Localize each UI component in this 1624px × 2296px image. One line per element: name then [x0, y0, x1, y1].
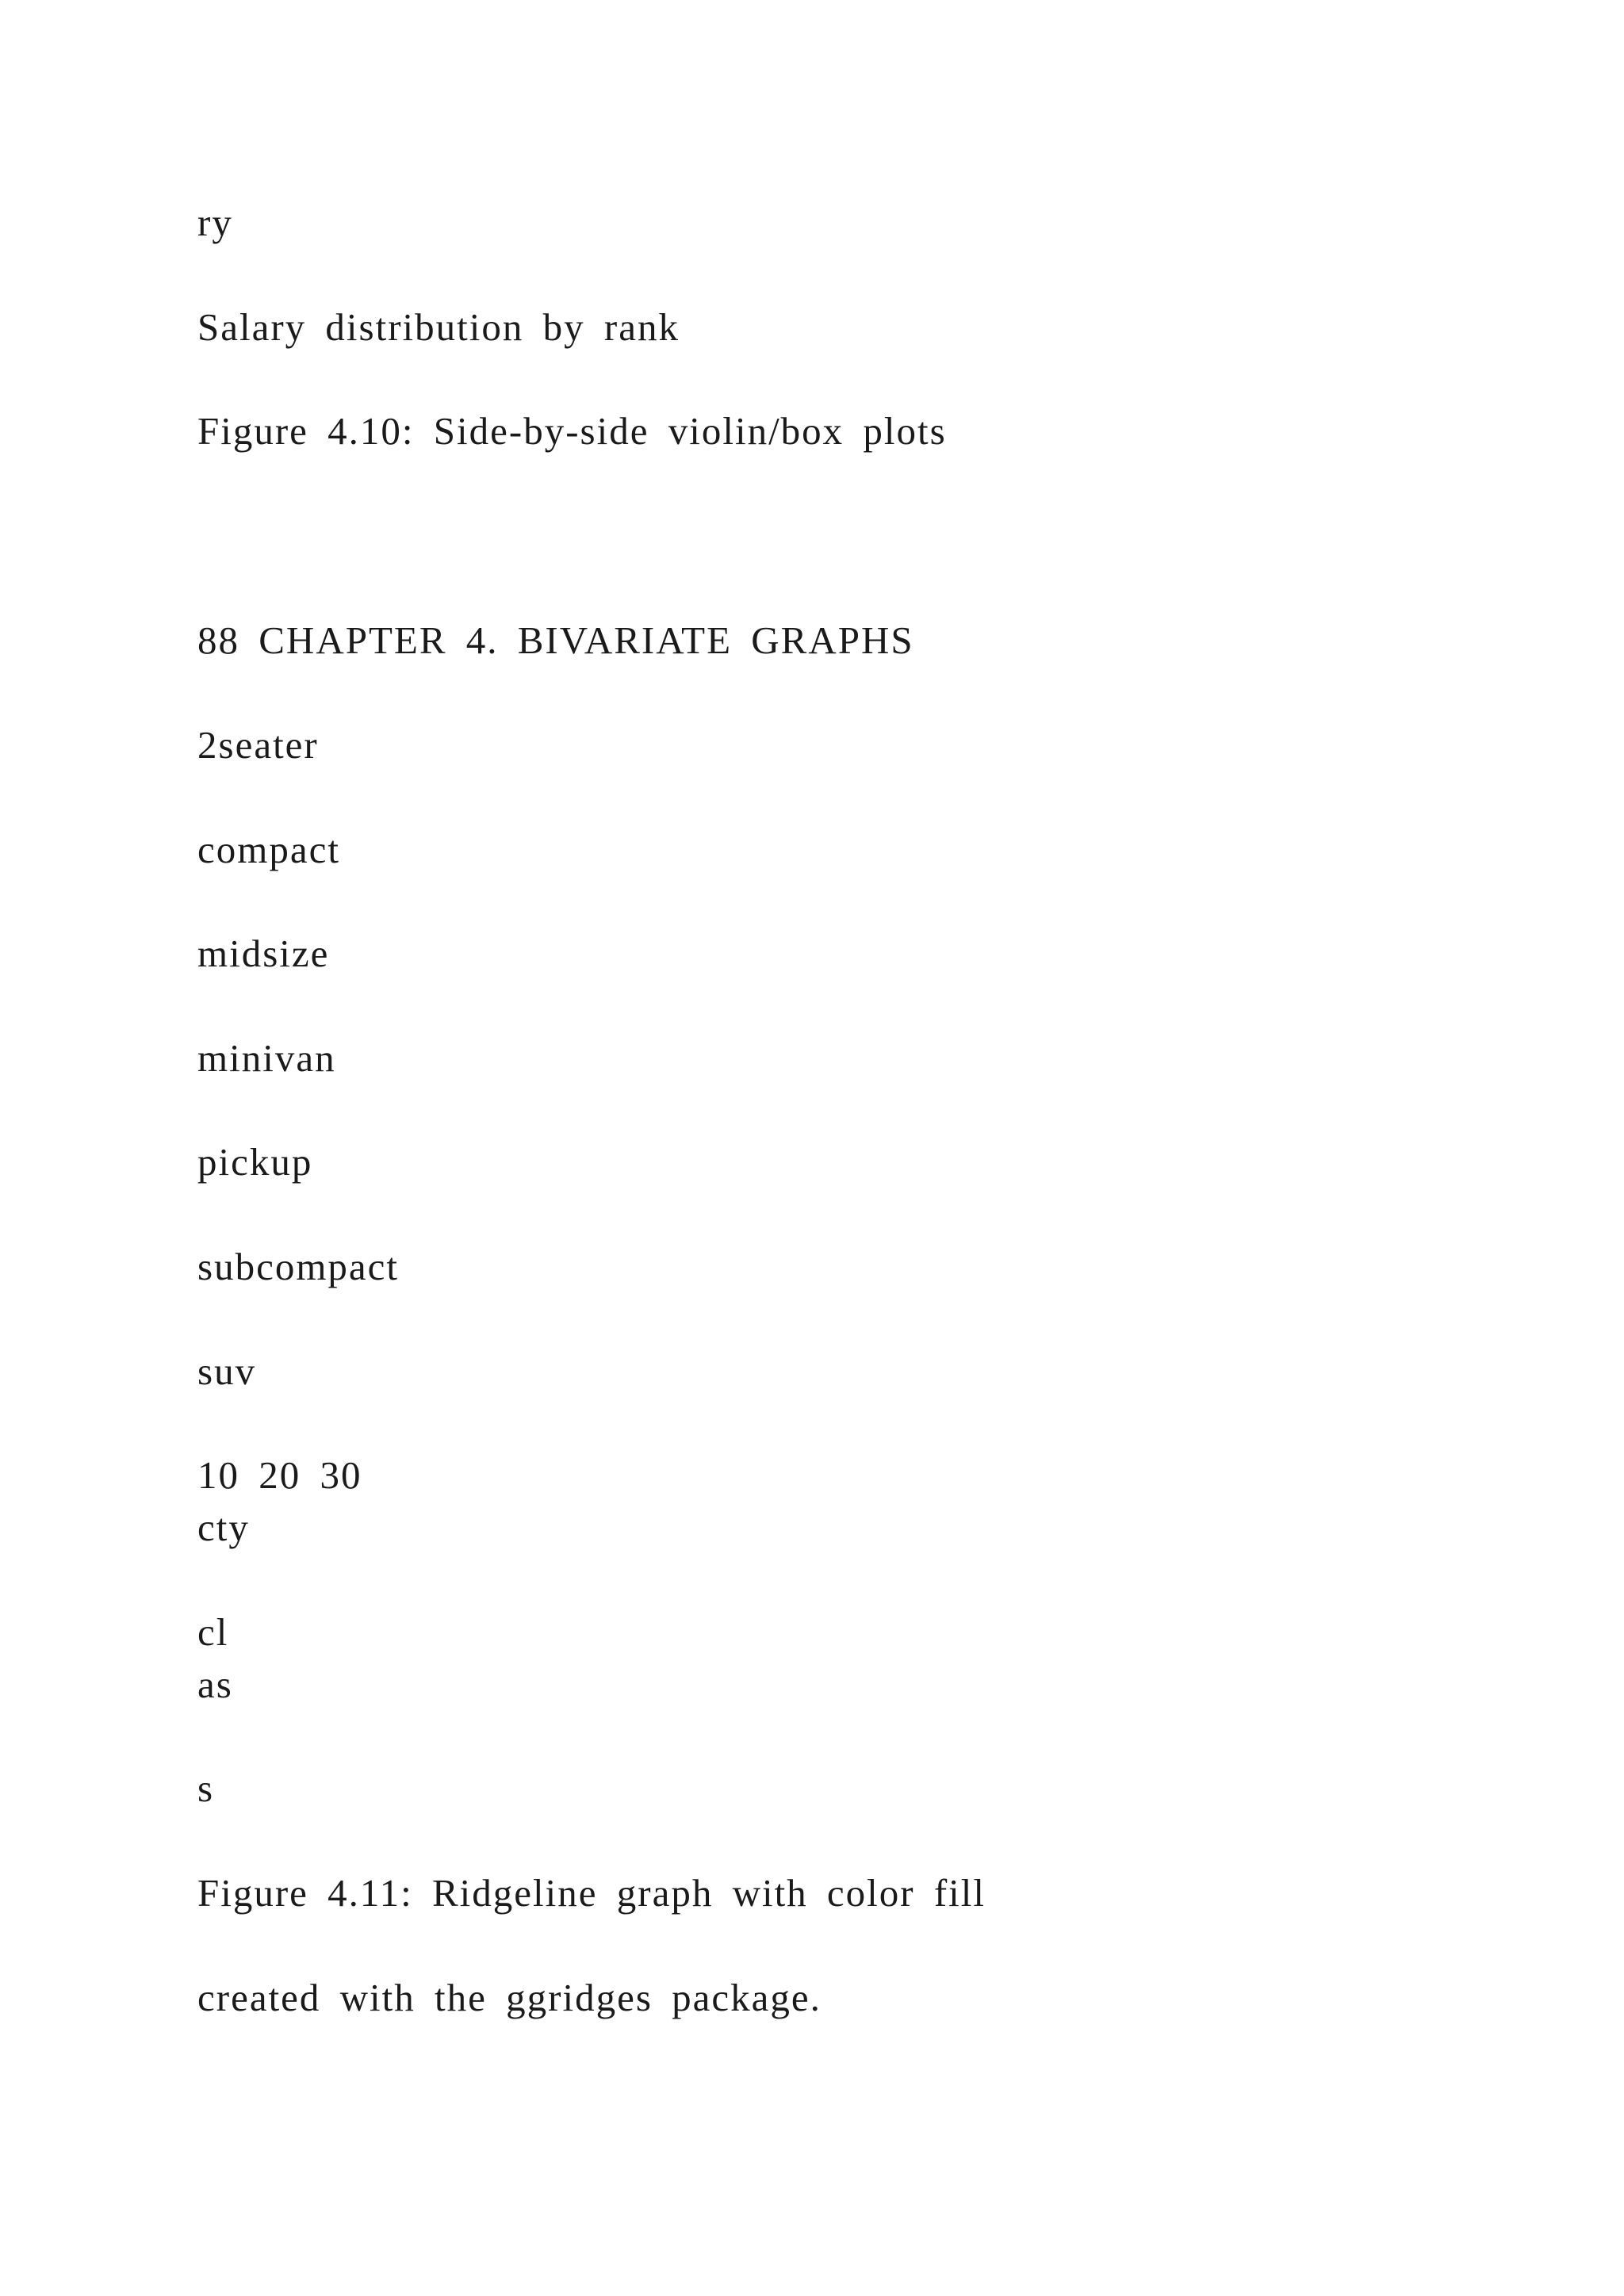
- text-line-ry: ry: [197, 201, 233, 244]
- category-label-midsize: midsize: [197, 932, 330, 975]
- figure-caption-4-10: Figure 4.10: Side-by-side violin/box plots: [197, 409, 947, 453]
- figure-caption-4-11-cont: created with the ggridges package.: [197, 1976, 822, 2019]
- category-label-subcompact: subcompact: [197, 1245, 400, 1288]
- category-label-pickup: pickup: [197, 1140, 313, 1184]
- category-label-suv: suv: [197, 1349, 257, 1393]
- page-header: 88 CHAPTER 4. BIVARIATE GRAPHS: [197, 618, 914, 662]
- category-label-2seater: 2seater: [197, 723, 319, 767]
- figure-caption-4-11: Figure 4.11: Ridgeline graph with color fill: [197, 1871, 986, 1915]
- text-line-salary-title: Salary distribution by rank: [197, 305, 680, 349]
- axis-label-cty: cty: [197, 1506, 250, 1549]
- axis-label-class-part-2: as: [197, 1663, 233, 1706]
- axis-tick-labels: 10 20 30: [197, 1453, 362, 1497]
- category-label-compact: compact: [197, 828, 340, 871]
- category-label-minivan: minivan: [197, 1036, 336, 1080]
- axis-label-class-part-3: s: [197, 1766, 215, 1810]
- axis-label-class-part-1: cl: [197, 1610, 229, 1654]
